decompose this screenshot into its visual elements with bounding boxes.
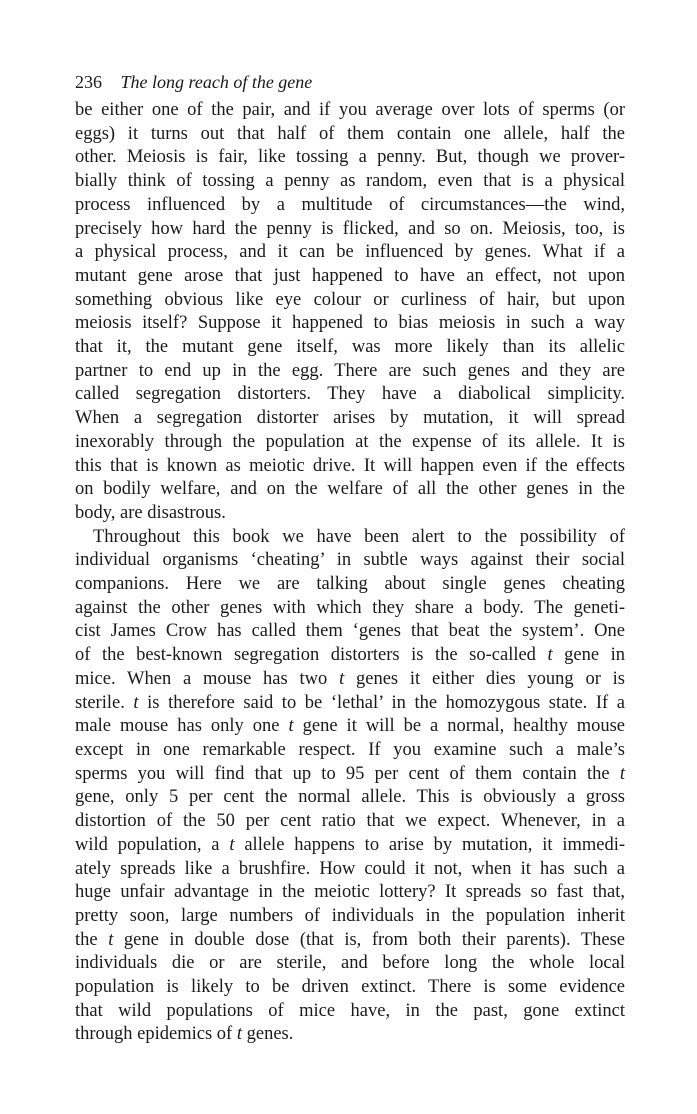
text-line: wild population, a t allele happens to arise by mutation, it immedi- xyxy=(75,834,626,855)
paragraph-1 xyxy=(75,99,625,526)
text-line: body, are disastrous. xyxy=(75,502,226,523)
text-line: be either one of the pair, and if you average over lots of sperms (or xyxy=(75,100,625,120)
text-line: of the best-known segregation distorters is the so-called t gene in xyxy=(75,645,626,666)
text-line: something obvious like eye colour or curliness of hair, but upon xyxy=(75,289,625,310)
text-line: against the other genes with which they share a body. The geneti- xyxy=(75,597,625,618)
text-line: eggs) it turns out that half of them contain one allele, half the xyxy=(75,123,625,144)
running-head xyxy=(75,70,625,94)
text-line: mutant gene arose that just happened to have an effect, not upon xyxy=(75,265,625,286)
text-line: cist James Crow has called them ‘genes that beat the system’. One xyxy=(75,621,625,642)
text-line: precisely how hard the penny is flicked, and so on. Meiosis, too, is xyxy=(75,218,625,239)
text-line: that wild populations of mice have, in the past, gone extinct xyxy=(75,1000,625,1021)
paragraph-2 xyxy=(75,526,625,1047)
body-text xyxy=(75,99,625,1047)
text-line: population is likely to be driven extinct. There is some evidence xyxy=(75,977,625,998)
text-line: ately spreads like a brushfire. How could it not, when it has such a xyxy=(75,858,625,879)
text-line: through epidemics of t genes. xyxy=(75,1024,294,1045)
text-line: meiosis itself? Suppose it happened to bias meiosis in such a way xyxy=(75,313,625,334)
page-number: 236 xyxy=(75,72,102,92)
text-line: called segregation distorters. They have a diabolical simplicity. xyxy=(75,384,625,405)
text-line: huge unfair advantage in the meiotic lottery? It spreads so fast that, xyxy=(75,882,625,903)
text-line: process influenced by a multitude of circumstances—the wind, xyxy=(75,194,625,215)
text-line: mice. When a mouse has two t genes it either dies young or is xyxy=(75,668,626,689)
text-line: inexorably through the population at the expense of its allele. It is xyxy=(75,431,625,452)
book-page xyxy=(75,70,625,1047)
text-line: distortion of the 50 per cent ratio that we expect. Whenever, in a xyxy=(75,811,625,832)
text-line: companions. Here we are talking about single genes cheating xyxy=(75,574,625,595)
text-line: except in one remarkable respect. If you examine such a male’s xyxy=(75,739,625,760)
text-line: this that is known as meiotic drive. It will happen even if the effects xyxy=(75,455,625,476)
text-line: that it, the mutant gene itself, was more likely than its allelic xyxy=(75,337,625,358)
text-line: sterile. t is therefore said to be ‘lethal’ in the homozygous state. If a xyxy=(75,692,626,713)
running-title: The long reach of the gene xyxy=(120,72,313,92)
text-line: bially think of tossing a penny as random, even that is a physical xyxy=(75,171,625,192)
text-line: Throughout this book we have been alert to the possibility of xyxy=(93,526,625,547)
text-line: gene, only 5 per cent the normal allele. This is obviously a gross xyxy=(75,787,625,808)
text-line: male mouse has only one t gene it will be a normal, healthy mouse xyxy=(75,716,626,737)
text-line: a physical process, and it can be influenced by genes. What if a xyxy=(75,242,625,263)
text-line: the t gene in double dose (that is, from both their parents). These xyxy=(75,929,625,950)
text-line: other. Meiosis is fair, like tossing a penny. But, though we prover- xyxy=(75,147,625,168)
text-line: sperms you will find that up to 95 per cent of them contain the t xyxy=(75,763,626,784)
text-line: partner to end up in the egg. There are such genes and they are xyxy=(75,360,625,381)
text-line: pretty soon, large numbers of individuals in the population inherit xyxy=(75,905,625,926)
text-line: individuals die or are sterile, and before long the whole local xyxy=(75,953,625,974)
text-line: When a segregation distorter arises by mutation, it will spread xyxy=(75,408,625,429)
text-line: on bodily welfare, and on the welfare of all the other genes in the xyxy=(75,479,625,500)
text-line: individual organisms ‘cheating’ in subtle ways against their social xyxy=(75,550,625,571)
